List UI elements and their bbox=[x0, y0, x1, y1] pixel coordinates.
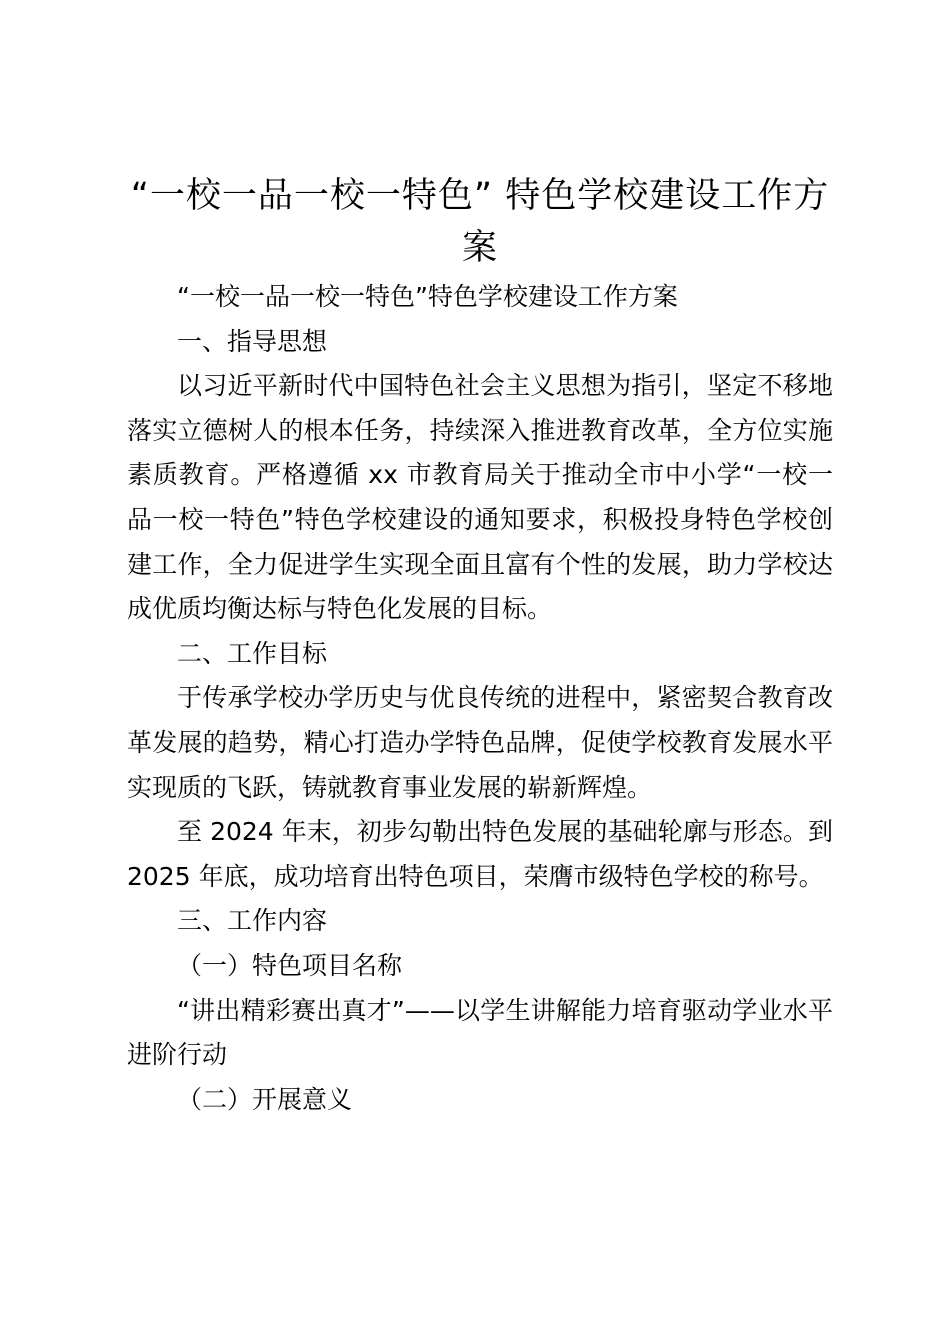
paragraph-timeline: 至 2024 年末，初步勾勒出特色发展的基础轮廓与形态。到 2025 年底，成功培育出特色项目，荣膺市级特色学校的称号。 bbox=[127, 817, 833, 891]
document-title: “一校一品一校一特色” 特色学校建设工作方案 bbox=[130, 176, 830, 268]
heading-guiding-ideology: 一、指导思想 bbox=[177, 326, 328, 356]
paragraph-project-name: “讲出精彩赛出真才”——以学生讲解能力培育驱动学业水平进阶行动 bbox=[127, 995, 833, 1070]
paragraph-subtitle: “一校一品一校一特色”特色学校建设工作方案 bbox=[177, 282, 678, 311]
heading-significance: （二）开展意义 bbox=[177, 1084, 353, 1114]
paragraph-guiding-ideology: 以习近平新时代中国特色社会主义思想为指引，坚定不移地落实立德树人的根本任务，持续深入推进教育改革，全方位实施素质教育。严格遵循 xx 市教育局关于推动全市中小学“一校一品一校一特色”特色学校建设的通知要求，积极投身特色学校创建工作，全力促进学生实现全面且富有个性的发展，助力学校达成优质均衡达标与特色化发展的目标。 bbox=[127, 371, 833, 624]
document-body bbox=[127, 275, 833, 1122]
heading-work-goals: 二、工作目标 bbox=[177, 638, 328, 668]
heading-project-name: （一）特色项目名称 bbox=[177, 950, 403, 980]
paragraph-work-goals: 于传承学校办学历史与优良传统的进程中，紧密契合教育改革发展的趋势，精心打造办学特色品牌，促使学校教育发展水平实现质的飞跃，铸就教育事业发展的崭新辉煌。 bbox=[127, 683, 833, 802]
heading-work-content: 三、工作内容 bbox=[177, 906, 328, 936]
